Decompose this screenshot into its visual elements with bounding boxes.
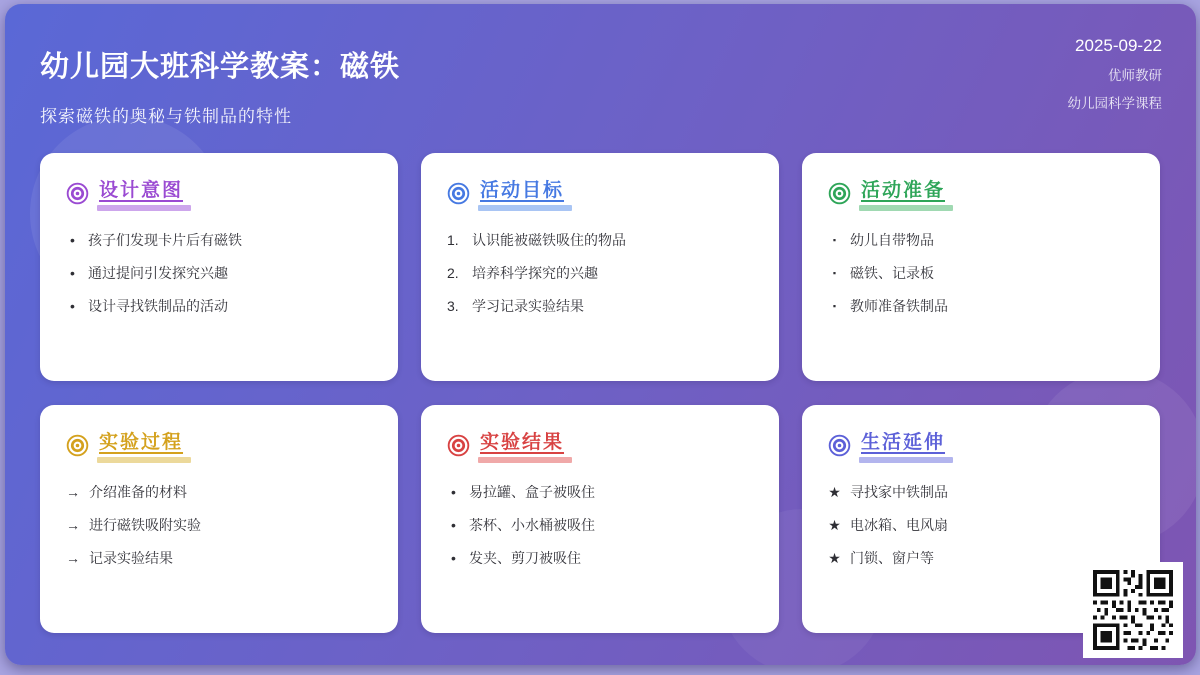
card-title-highlight bbox=[97, 205, 191, 211]
item-marker: 1. bbox=[447, 232, 459, 248]
card-title: 生活延伸 bbox=[861, 432, 946, 453]
page-title: 幼儿园大班科学教案：磁铁 bbox=[40, 51, 401, 83]
bullseye-icon bbox=[447, 434, 470, 457]
card-list bbox=[447, 230, 755, 316]
org-label: 优师教研 bbox=[1108, 68, 1162, 83]
card-title: 活动目标 bbox=[480, 180, 565, 201]
card-item bbox=[447, 230, 755, 250]
item-marker: ★ bbox=[828, 550, 841, 566]
item-text: 进行磁铁吸附实验 bbox=[89, 517, 201, 533]
date-label: 2025-09-22 bbox=[1075, 36, 1162, 55]
card-title-wrap bbox=[99, 427, 183, 463]
card-title: 设计意图 bbox=[99, 180, 184, 201]
item-marker: • bbox=[70, 298, 75, 314]
card-title-wrap bbox=[480, 427, 564, 463]
card-item bbox=[447, 482, 755, 502]
item-marker: 3. bbox=[447, 298, 459, 314]
item-marker: 2. bbox=[447, 265, 459, 281]
card-item bbox=[828, 482, 1136, 502]
card-item bbox=[828, 296, 1136, 316]
item-marker: → bbox=[66, 484, 80, 500]
card-title-highlight bbox=[478, 205, 572, 211]
bullseye-icon bbox=[447, 182, 470, 205]
card-header bbox=[447, 427, 755, 463]
content-card bbox=[802, 153, 1160, 381]
card-title: 实验过程 bbox=[99, 432, 184, 453]
item-text: 认识能被磁铁吸住的物品 bbox=[472, 232, 626, 248]
item-marker: • bbox=[70, 232, 75, 248]
card-item bbox=[66, 230, 374, 250]
card-title-wrap bbox=[99, 175, 183, 211]
card-title-highlight bbox=[97, 457, 191, 463]
qr-code bbox=[1083, 562, 1183, 658]
course-label: 幼儿园科学课程 bbox=[1067, 96, 1162, 111]
bullseye-icon bbox=[66, 434, 89, 457]
item-text: 通过提问引发探究兴趣 bbox=[88, 265, 228, 281]
card-list bbox=[828, 482, 1136, 568]
card-header bbox=[828, 175, 1136, 211]
item-text: 培养科学探究的兴趣 bbox=[472, 265, 598, 281]
card-item bbox=[447, 296, 755, 316]
card-list bbox=[66, 230, 374, 316]
item-marker: → bbox=[66, 550, 80, 566]
card-item bbox=[828, 263, 1136, 283]
item-text: 茶杯、小水桶被吸住 bbox=[469, 517, 595, 533]
item-text: 记录实验结果 bbox=[89, 550, 173, 566]
item-text: 介绍准备的材料 bbox=[89, 484, 187, 500]
item-text: 门锁、窗户等 bbox=[850, 550, 934, 566]
card-header bbox=[447, 175, 755, 211]
card-title-wrap bbox=[861, 175, 945, 211]
card-list bbox=[447, 482, 755, 568]
item-marker: ▪ bbox=[832, 268, 837, 278]
bullseye-icon bbox=[828, 182, 851, 205]
item-text: 电冰箱、电风扇 bbox=[850, 517, 948, 533]
item-marker: ★ bbox=[828, 484, 841, 500]
bullseye-icon bbox=[66, 182, 89, 205]
card-header bbox=[828, 427, 1136, 463]
content-card bbox=[421, 405, 779, 633]
item-text: 寻找家中铁制品 bbox=[850, 484, 948, 500]
item-text: 发夹、剪刀被吸住 bbox=[469, 550, 581, 566]
card-title-highlight bbox=[859, 205, 953, 211]
item-text: 学习记录实验结果 bbox=[472, 298, 584, 314]
card-item bbox=[447, 263, 755, 283]
card-title-wrap bbox=[480, 175, 564, 211]
item-marker: ▪ bbox=[832, 235, 837, 245]
item-marker: • bbox=[70, 265, 75, 281]
content-card bbox=[40, 153, 398, 381]
item-marker: • bbox=[451, 517, 456, 533]
header-meta bbox=[1068, 36, 1163, 112]
item-marker: ★ bbox=[828, 517, 841, 533]
card-title: 活动准备 bbox=[861, 180, 946, 201]
item-marker: • bbox=[451, 484, 456, 500]
card-grid bbox=[40, 153, 1160, 633]
card-title-wrap bbox=[861, 427, 945, 463]
card-item bbox=[828, 515, 1136, 535]
item-marker: ▪ bbox=[832, 301, 837, 311]
item-text: 教师准备铁制品 bbox=[850, 298, 948, 314]
poster-canvas bbox=[5, 4, 1196, 665]
card-item bbox=[447, 548, 755, 568]
qr-code-pattern bbox=[1093, 570, 1173, 650]
content-card bbox=[421, 153, 779, 381]
card-list bbox=[66, 482, 374, 568]
card-item bbox=[447, 515, 755, 535]
item-marker: • bbox=[451, 550, 456, 566]
card-title-highlight bbox=[478, 457, 572, 463]
card-item bbox=[66, 482, 374, 502]
card-item bbox=[66, 263, 374, 283]
card-item bbox=[66, 548, 374, 568]
card-item bbox=[66, 515, 374, 535]
bullseye-icon bbox=[828, 434, 851, 457]
item-marker: → bbox=[66, 517, 80, 533]
item-text: 设计寻找铁制品的活动 bbox=[88, 298, 228, 314]
item-text: 孩子们发现卡片后有磁铁 bbox=[88, 232, 242, 248]
content-card bbox=[40, 405, 398, 633]
item-text: 幼儿自带物品 bbox=[850, 232, 934, 248]
page-subtitle: 探索磁铁的奥秘与铁制品的特性 bbox=[40, 107, 292, 126]
item-text: 磁铁、记录板 bbox=[850, 265, 934, 281]
card-header bbox=[66, 175, 374, 211]
card-title: 实验结果 bbox=[480, 432, 565, 453]
item-text: 易拉罐、盒子被吸住 bbox=[469, 484, 595, 500]
card-title-highlight bbox=[859, 457, 953, 463]
card-list bbox=[828, 230, 1136, 316]
card-item bbox=[828, 230, 1136, 250]
card-header bbox=[66, 427, 374, 463]
header bbox=[40, 44, 400, 127]
card-item bbox=[66, 296, 374, 316]
